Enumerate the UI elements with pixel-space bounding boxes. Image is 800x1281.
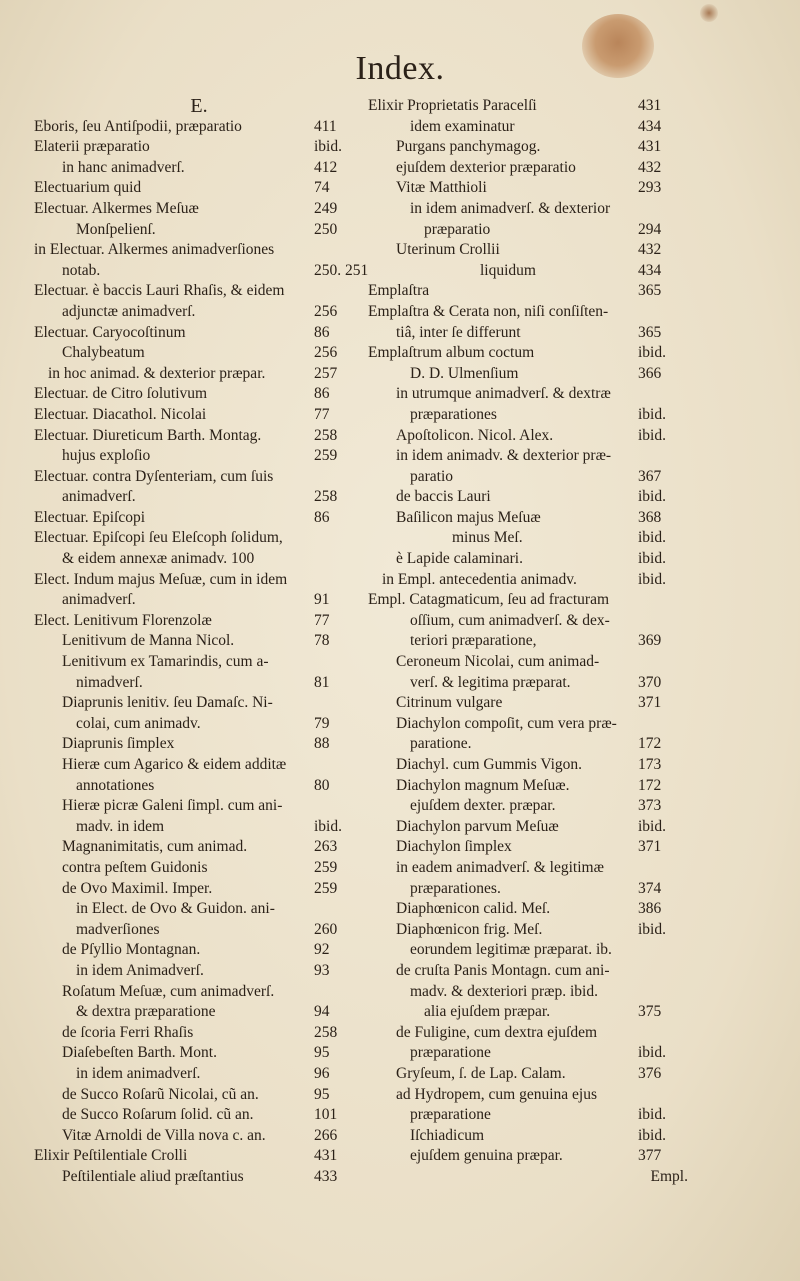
index-entry [368, 1043, 688, 1064]
entry-text: in idem animadverſ. & dexterior [410, 199, 611, 217]
entry-page: 434 [638, 117, 662, 135]
index-entry [368, 1002, 688, 1023]
entry-page: 81 [314, 673, 330, 691]
index-entry [34, 631, 364, 652]
index-entry [34, 199, 364, 220]
entry-page: 95 [314, 1044, 330, 1062]
index-entry [368, 817, 688, 838]
index-entry [34, 899, 364, 920]
entry-page: 259 [314, 447, 338, 465]
index-entry [368, 590, 688, 611]
entry-page: 258 [314, 488, 338, 506]
entry-page: 431 [314, 1147, 338, 1165]
index-entry [34, 323, 364, 344]
entry-page: 91 [314, 591, 330, 609]
entry-text: verſ. & legitima præparat. [410, 673, 571, 691]
index-entry [34, 1002, 364, 1023]
entry-text: paratione. [410, 735, 472, 753]
entry-text: Elect. Lenitivum Florenzolæ [34, 611, 212, 629]
entry-page: 88 [314, 735, 330, 753]
index-entry [368, 199, 688, 220]
index-entry [34, 693, 364, 714]
entry-text: in idem Animadverſ. [76, 961, 204, 979]
section-letter: E. [190, 95, 208, 117]
entry-text: Electuar. Caryocoſtinum [34, 323, 186, 341]
entry-page: ibid. [638, 344, 666, 362]
entry-text: de Ovo Maximil. Imper. [62, 879, 213, 897]
page-title: Index. [355, 50, 445, 87]
entry-text: Diachyl. cum Gummis Vigon. [396, 756, 583, 773]
index-entry [368, 1085, 688, 1106]
entry-page: 374 [638, 879, 662, 897]
index-entry [34, 940, 364, 961]
entry-text: Vitæ Matthioli [396, 179, 487, 197]
index-entry [368, 940, 688, 961]
entry-text: Electuar. Diacathol. Nicolai [34, 405, 207, 423]
index-entry [368, 652, 688, 673]
index-entry [34, 281, 364, 302]
entry-text: de Fuligine, cum dextra ejuſdem [396, 1023, 598, 1041]
entry-text: teriori præparatione, [410, 632, 537, 650]
entry-page: ibid. [638, 426, 666, 444]
entry-page: 293 [638, 179, 662, 197]
index-entry [34, 549, 364, 570]
index-entry [34, 508, 364, 529]
index-entry [34, 117, 364, 138]
index-entry [368, 220, 688, 241]
entry-text: contra peſtem Guidonis [62, 858, 208, 876]
entry-page: 86 [314, 385, 330, 403]
entry-page: 249 [314, 199, 338, 217]
index-entry [34, 1023, 364, 1044]
entry-text: præparatione [410, 1044, 491, 1062]
entry-text: Monſpelienſ. [76, 220, 156, 238]
entry-text: in idem animadverſ. [76, 1064, 201, 1082]
index-entry [34, 570, 364, 591]
index-entry [34, 343, 364, 364]
entry-text: Vitæ Arnoldi de Villa nova c. an. [62, 1126, 266, 1144]
entry-text: Ceroneum Nicolai, cum animad- [396, 653, 600, 671]
index-entry [34, 1043, 364, 1064]
entry-page: 433 [314, 1167, 338, 1185]
entry-page: 96 [314, 1064, 330, 1082]
entry-text: D. D. Ulmenſium [410, 364, 519, 382]
entry-text: præparatione [410, 1106, 491, 1124]
entry-page: 373 [638, 797, 662, 815]
entry-text: Eboris, ſeu Antiſpodii, præparatio [34, 117, 242, 135]
entry-text: præparatio [424, 220, 491, 238]
index-entry [368, 487, 688, 508]
entry-text: in eadem animadverſ. & legitimæ [396, 858, 604, 876]
entry-page: 79 [314, 714, 330, 732]
index-entry [34, 220, 364, 241]
entry-text: madverſiones [76, 920, 160, 938]
entry-page: ibid. [314, 817, 342, 835]
entry-text: præparationes. [410, 879, 501, 897]
entry-text: liquidum [480, 261, 536, 279]
entry-text: colai, cum animadv. [76, 714, 201, 732]
entry-page: 375 [638, 1003, 662, 1021]
entry-text: Elect. Indum majus Meſuæ, cum in idem [34, 570, 288, 588]
entry-page: 78 [314, 632, 330, 650]
entry-page: 431 [638, 97, 662, 114]
entry-text: ejuſdem dexterior præparatio [396, 158, 576, 176]
entry-page: 172 [638, 776, 662, 794]
index-entry [34, 1064, 364, 1085]
index-entry [368, 281, 688, 302]
index-entry [368, 734, 688, 755]
index-entry [34, 673, 364, 694]
index-entry [34, 652, 364, 673]
entry-text: Emplaſtrum album coctum [368, 344, 535, 362]
index-entry [368, 240, 688, 261]
entry-text: in utrumque animadverſ. & dextræ [396, 385, 611, 403]
index-entry [368, 261, 688, 282]
entry-text: animadverſ. [62, 488, 136, 506]
entry-page: ibid. [638, 817, 666, 835]
entry-page: 365 [638, 323, 662, 341]
index-entry [368, 158, 688, 179]
left-column [34, 95, 369, 1187]
index-entry [368, 302, 688, 323]
index-entry [368, 611, 688, 632]
index-entry [34, 796, 364, 817]
entry-text: Electuar. de Citro ſolutivum [34, 385, 208, 403]
entry-page: ibid. [638, 405, 666, 423]
index-entry [34, 611, 364, 632]
entry-page: 101 [314, 1106, 338, 1124]
index-entry [368, 796, 688, 817]
index-entry [34, 178, 364, 199]
index-entry [368, 776, 688, 797]
entry-text: Electuar. Diureticum Barth. Montag. [34, 426, 262, 444]
index-entry [368, 384, 688, 405]
entry-page: 259 [314, 879, 338, 897]
index-entry [368, 549, 688, 570]
index-entry [368, 1126, 688, 1147]
entry-text: Uterinum Crollii [396, 241, 500, 259]
index-entry [34, 755, 364, 776]
entry-text: Diachylon compoſit, cum vera præ- [396, 714, 617, 732]
entry-text: Lenitivum de Manna Nicol. [62, 632, 235, 650]
entry-text: notab. [62, 261, 101, 279]
index-entry [368, 1105, 688, 1126]
index-entry [368, 1146, 688, 1167]
entry-page: 74 [314, 179, 330, 197]
index-entry [34, 776, 364, 797]
entry-text: de Succo Roſarum ſolid. cũ an. [62, 1106, 254, 1124]
entry-page: 86 [314, 508, 330, 526]
index-entry [368, 693, 688, 714]
entry-page: 86 [314, 323, 330, 341]
index-entry [368, 178, 688, 199]
entry-text: de ſcoria Ferri Rhaſis [62, 1023, 194, 1041]
entry-text: Electuar. Epiſcopi [34, 508, 146, 526]
entry-text: annotationes [76, 776, 155, 794]
entry-text: Elixir Proprietatis Paracelſi [368, 97, 537, 114]
entry-text: Gryſeum, ſ. de Lap. Calam. [396, 1064, 566, 1082]
entry-text: minus Meſ. [452, 529, 523, 547]
entry-text: ejuſdem dexter. præpar. [410, 797, 556, 815]
index-entry [34, 1085, 364, 1106]
entry-text: Roſatum Meſuæ, cum animadverſ. [62, 982, 275, 1000]
entry-page: 386 [638, 900, 662, 918]
entry-text: de Pſyllio Montagnan. [62, 941, 201, 959]
index-entry [368, 467, 688, 488]
ink-spot [700, 4, 718, 22]
entry-text: Iſchiadicum [410, 1126, 485, 1144]
entry-text: nimadverſ. [76, 673, 143, 691]
entry-page: 95 [314, 1085, 330, 1103]
index-entry [368, 899, 688, 920]
index-entry [368, 673, 688, 694]
index-entry [34, 487, 364, 508]
index-entry [368, 117, 688, 138]
entry-text: in Elect. de Ovo & Guidon. ani- [76, 900, 275, 918]
index-entry [34, 446, 364, 467]
entry-page: 259 [314, 858, 338, 876]
index-entry [34, 384, 364, 405]
entry-page: ibid. [314, 138, 342, 156]
index-entry [34, 302, 364, 323]
entry-text: idem examinatur [410, 117, 515, 135]
entry-text: Diachylon magnum Meſuæ. [396, 776, 570, 794]
entry-page: 377 [638, 1147, 662, 1165]
index-entry [34, 879, 364, 900]
entry-page: ibid. [638, 1044, 666, 1062]
entry-page: 172 [638, 735, 662, 753]
index-entry [368, 1023, 688, 1044]
catchword-text: Empl. [650, 1167, 688, 1185]
entry-text: Emplaſtra & Cerata non, niſi conſiſten- [368, 302, 609, 320]
entry-page: 250 [314, 220, 338, 238]
entry-text: de Succo Roſarũ Nicolai, cũ an. [62, 1085, 259, 1103]
entry-text: Elixir Peſtilentiale Crolli [34, 1147, 188, 1165]
index-entry [368, 405, 688, 426]
index-entry [368, 570, 688, 591]
entry-text: Diaſebeſten Barth. Mont. [62, 1044, 217, 1062]
entry-text: in idem animadv. & dexterior præ- [396, 447, 612, 465]
index-entry [368, 426, 688, 447]
index-entry [34, 982, 364, 1003]
entry-page: 93 [314, 961, 330, 979]
index-entry [34, 961, 364, 982]
catchword [368, 1167, 688, 1188]
entry-text: & dextra præparatione [76, 1003, 216, 1021]
entry-page: ibid. [638, 529, 666, 547]
index-entry [368, 714, 688, 735]
index-entry [34, 158, 364, 179]
entry-page: 434 [638, 261, 662, 279]
entry-text: paratio [410, 467, 454, 485]
entry-text: Diachylon parvum Meſuæ [396, 817, 559, 835]
entry-page: 77 [314, 405, 330, 423]
entry-page: 173 [638, 756, 662, 773]
entry-page: 432 [638, 241, 662, 259]
entry-page: 368 [638, 508, 662, 526]
entry-text: animadverſ. [62, 591, 136, 609]
index-entry [368, 858, 688, 879]
entry-text: in hoc animad. & dexterior præpar. [48, 364, 266, 382]
entry-text: Diaphœnicon frig. Meſ. [396, 920, 543, 938]
index-entry [34, 528, 364, 549]
entry-text: Diaphœnicon calid. Meſ. [396, 900, 551, 918]
entry-page: 366 [638, 364, 662, 382]
entry-page: 294 [638, 220, 662, 238]
entry-text: Magnanimitatis, cum animad. [62, 838, 248, 856]
index-entry [34, 590, 364, 611]
entry-text: è Lapide calaminari. [396, 550, 523, 568]
entry-text: Diachylon ſimplex [396, 838, 512, 856]
entry-text: ad Hydropem, cum genuina ejus [396, 1085, 598, 1103]
entry-text: & eidem annexæ animadv. 100 [62, 550, 255, 568]
entry-text: Hieræ picræ Galeni ſimpl. cum ani- [62, 797, 283, 815]
entry-page: 371 [638, 838, 662, 856]
entry-page: 432 [638, 158, 662, 176]
index-entry [368, 961, 688, 982]
index-entry [34, 137, 364, 158]
entry-page: 365 [638, 282, 662, 300]
entry-page: ibid. [638, 550, 666, 568]
entry-text: Empl. Catagmaticum, ſeu ad fracturam [368, 591, 610, 609]
entry-page: 250. 251 [314, 261, 369, 279]
entry-text: Elaterii præparatio [34, 138, 150, 156]
entry-page: 256 [314, 302, 338, 320]
index-entry [34, 426, 364, 447]
entry-text: Electuar. è baccis Lauri Rhaſis, & eidem [34, 282, 285, 300]
entry-text: Baſilicon majus Meſuæ [396, 508, 541, 526]
index-entry [368, 631, 688, 652]
entry-text: præparationes [410, 405, 497, 423]
entry-text: Diaprunis lenitiv. ſeu Damaſc. Ni- [62, 694, 273, 712]
index-entry [368, 508, 688, 529]
entry-page: 80 [314, 776, 330, 794]
index-entry [34, 920, 364, 941]
entry-page: 257 [314, 364, 338, 382]
entry-text: in Electuar. Alkermes animadverſiones [34, 241, 275, 259]
entry-text: hujus exploſio [62, 447, 151, 465]
entry-page: ibid. [638, 1126, 666, 1144]
index-entry [34, 1126, 364, 1147]
entry-text: de baccis Lauri [396, 488, 491, 506]
index-entry [368, 528, 688, 549]
entry-page: ibid. [638, 920, 666, 938]
entry-page: 369 [638, 632, 662, 650]
right-column [368, 96, 688, 1187]
index-entry [34, 1105, 364, 1126]
entry-page: 376 [638, 1064, 662, 1082]
entry-text: Lenitivum ex Tamarindis, cum a- [62, 653, 269, 671]
index-entry [34, 467, 364, 488]
entry-text: Apoſtolicon. Nicol. Alex. [396, 426, 554, 444]
entry-text: alia ejuſdem præpar. [424, 1003, 551, 1021]
entry-page: ibid. [638, 1106, 666, 1124]
entry-page: 77 [314, 611, 330, 629]
entry-text: madv. & dexteriori præp. ibid. [410, 982, 598, 1000]
entry-page: 412 [314, 158, 338, 176]
index-entry [34, 1146, 364, 1167]
index-entry [34, 714, 364, 735]
entry-text: Electuar. Epiſcopi ſeu Eleſcoph ſolidum, [34, 529, 283, 547]
index-entry [368, 323, 688, 344]
entry-page: 256 [314, 344, 338, 362]
entry-text: Electuar. Alkermes Meſuæ [34, 199, 199, 217]
entry-text: Emplaſtra [368, 282, 430, 300]
index-entry [368, 879, 688, 900]
entry-page: 92 [314, 941, 330, 959]
index-entry [34, 734, 364, 755]
entry-page: 260 [314, 920, 338, 938]
index-entry [34, 261, 369, 282]
index-entry [34, 405, 364, 426]
entry-text: Diaprunis ſimplex [62, 735, 175, 753]
entry-text: Chalybeatum [62, 344, 145, 362]
entry-page: ibid. [638, 570, 666, 588]
index-entry [34, 1167, 364, 1188]
entry-text: Peſtilentiale aliud præſtantius [62, 1167, 244, 1185]
index-entry [368, 364, 688, 385]
index-entry [368, 920, 688, 941]
index-entry [368, 446, 688, 467]
entry-text: oſſium, cum animadverſ. & dex- [410, 611, 610, 629]
index-entry [368, 982, 688, 1003]
entry-text: tiâ, inter ſe differunt [396, 323, 521, 341]
entry-page: 258 [314, 426, 338, 444]
entry-text: eorundem legitimæ præparat. ib. [410, 941, 612, 959]
entry-page: 370 [638, 673, 662, 691]
entry-text: madv. in idem [76, 817, 165, 835]
entry-text: Hieræ cum Agarico & eidem additæ [62, 756, 287, 773]
entry-text: in Empl. antecedentia animadv. [382, 570, 577, 588]
entry-page: 263 [314, 838, 338, 856]
entry-page: 94 [314, 1003, 330, 1021]
entry-page: 367 [638, 467, 662, 485]
entry-text: Purgans panchymagog. [396, 138, 541, 156]
entry-text: Citrinum vulgare [396, 694, 503, 712]
index-entry [368, 137, 688, 158]
entry-page: 266 [314, 1126, 338, 1144]
index-entry [34, 364, 364, 385]
entry-page: 411 [314, 117, 337, 135]
entry-text: ejuſdem genuina præpar. [410, 1147, 563, 1165]
entry-text: de cruſta Panis Montagn. cum ani- [396, 961, 610, 979]
index-entry [34, 858, 364, 879]
index-entry [34, 817, 364, 838]
index-entry [368, 96, 688, 117]
index-entry [34, 837, 364, 858]
index-entry [368, 837, 688, 858]
entry-page: 431 [638, 138, 662, 156]
entry-page: 258 [314, 1023, 338, 1041]
index-entry [368, 1064, 688, 1085]
entry-text: in hanc animadverſ. [62, 158, 185, 176]
entry-text: Electuar. contra Dyſenteriam, cum ſuis [34, 467, 274, 485]
entry-page: ibid. [638, 488, 666, 506]
index-entry [368, 755, 688, 776]
entry-page: 371 [638, 694, 662, 712]
entry-text: Electuarium quid [34, 179, 142, 197]
index-entry [34, 240, 364, 261]
index-entry [368, 343, 688, 364]
entry-text: adjunctæ animadverſ. [62, 302, 196, 320]
